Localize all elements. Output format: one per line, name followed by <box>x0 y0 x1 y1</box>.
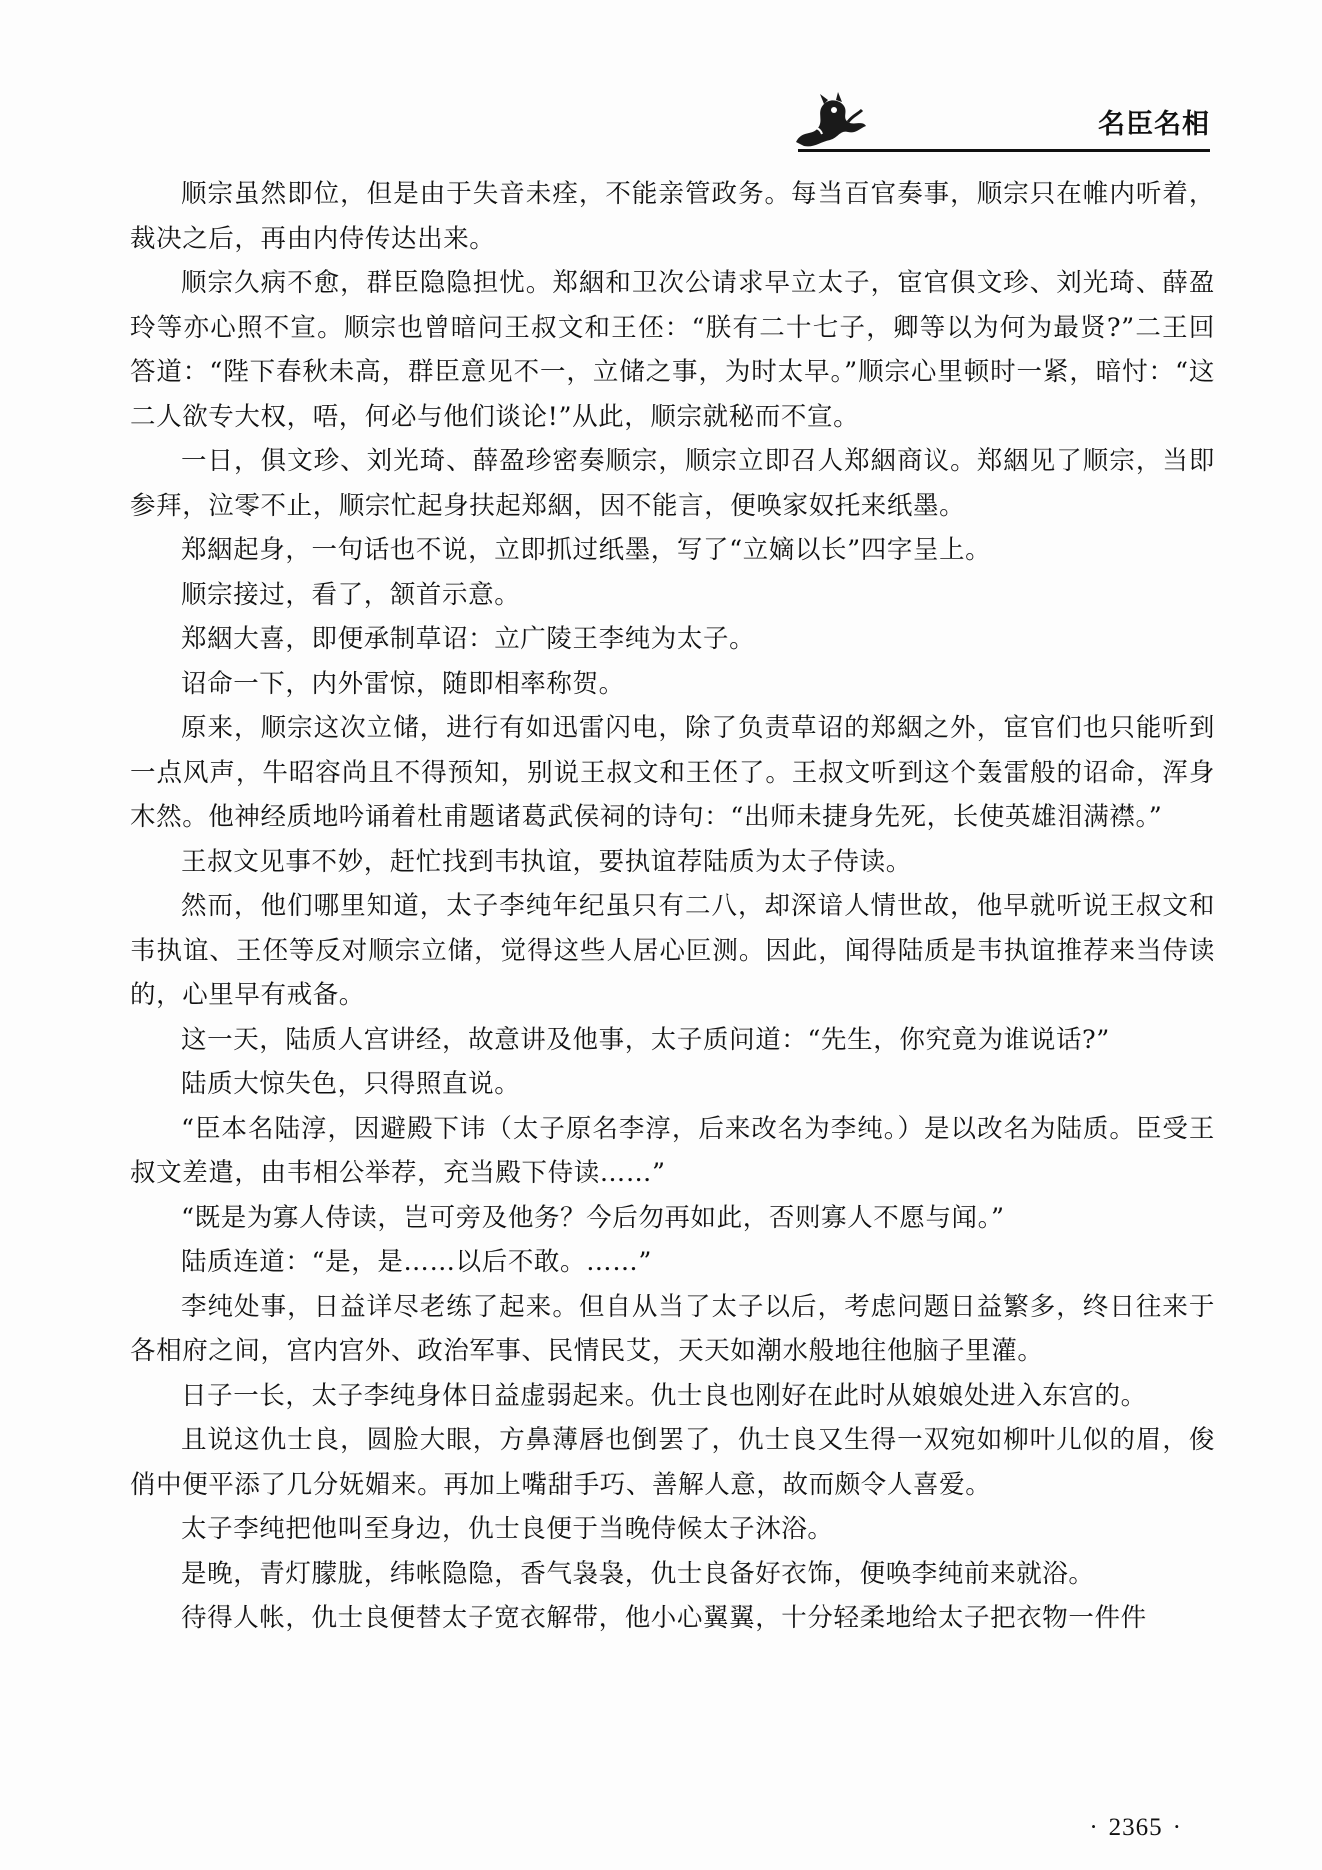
dragon-emblem-icon <box>790 90 870 154</box>
paragraph: 郑絪大喜，即便承制草诏：立广陵王李纯为太子。 <box>181 624 756 654</box>
header-rule <box>798 149 1210 152</box>
paragraph: 顺宗久病不愈，群臣隐隐担忧。郑絪和卫次公请求早立太子，宦官俱文珍、刘光琦、薛盈玲等亦心照不宣。顺宗也曾暗问王叔文和王伾：“朕有二十七子，卿等以为何为最贤?”二王回答道：“陛下春秋未高，群臣意见不一，立储之事，为时太早。”顺宗心里顿时一紧，暗忖：“这二人欲专大权，唔，何必与他们谈论!”从此，顺宗就秘而不宣。 <box>130 268 1215 432</box>
paragraph: 原来，顺宗这次立储，进行有如迅雷闪电，除了负责草诏的郑絪之外，宦官们也只能听到一点风声，牛昭容尚且不得预知，别说王叔文和王伾了。王叔文听到这个轰雷般的诏命，浑身木然。他神经质地吟诵着杜甫题诸葛武侯祠的诗句：“出师未捷身先死，长使英雄泪满襟。” <box>130 713 1215 832</box>
paragraph: 一日，俱文珍、刘光琦、薛盈珍密奏顺宗，顺宗立即召人郑絪商议。郑絪见了顺宗，当即参拜，泣零不止，顺宗忙起身扶起郑絪，因不能言，便唤家奴托来纸墨。 <box>130 446 1215 521</box>
paragraph: “既是为寡人侍读，岂可旁及他务？今后勿再如此，否则寡人不愿与闻。” <box>181 1202 1005 1233</box>
paragraph: 郑絪起身，一句话也不说，立即抓过纸墨，写了“立嫡以长”四字呈上。 <box>181 535 992 565</box>
paragraph: 然而，他们哪里知道，太子李纯年纪虽只有二八，却深谙人情世故，他早就听说王叔文和韦执谊、王伾等反对顺宗立储，觉得这些人居心叵测。因此，闻得陆质是韦执谊推荐来当侍读的，心里早有戒备。 <box>130 891 1215 1010</box>
page-number <box>1079 1814 1192 1842</box>
paragraph: 诏命一下，内外雷惊，随即相率称贺。 <box>181 668 625 699</box>
running-header <box>790 88 1210 158</box>
paragraph: 王叔文见事不妙，赶忙找到韦执谊，要执谊荐陆质为太子侍读。 <box>181 846 912 877</box>
paragraph: 日子一长，太子李纯身体日益虚弱起来。仇士良也刚好在此时从娘娘处进入东宫的。 <box>181 1380 1147 1411</box>
paragraph: 且说这仇士良，圆脸大眼，方鼻薄唇也倒罢了，仇士良又生得一双宛如柳叶儿似的眉，俊俏中便平添了几分妩媚来。再加上嘴甜手巧、善解人意，故而颇令人喜爱。 <box>130 1425 1215 1500</box>
paragraph: 李纯处事，日益详尽老练了起来。但自从当了太子以后，考虑问题日益繁多，终日往来于各相府之间，宫内宫外、政治军事、民情民艾，天天如潮水般地往他脑子里灌。 <box>130 1291 1215 1366</box>
paragraph: 陆质连道：“是，是……以后不敢。……” <box>181 1247 652 1277</box>
body-text <box>130 172 1215 1641</box>
folio-bullet-right: · <box>1172 1814 1182 1841</box>
paragraph: 待得人帐，仇士良便替太子宽衣解带，他小心翼翼，十分轻柔地给太子把衣物一件件 <box>181 1603 1147 1633</box>
paragraph: 太子李纯把他叫至身边，仇士良便于当晚侍候太子沐浴。 <box>181 1514 834 1544</box>
folio-bullet-left: · <box>1089 1814 1099 1841</box>
paragraph: 顺宗虽然即位，但是由于失音未痊，不能亲管政务。每当百官奏事，顺宗只在帷内听着，裁决之后，再由内侍传达出来。 <box>130 179 1215 254</box>
paragraph: “臣本名陆淳，因避殿下讳（太子原名李淳，后来改名为李纯。）是以改名为陆质。臣受王叔文差遣，由韦相公举荐，充当殿下侍读……” <box>130 1113 1215 1188</box>
paragraph: 顺宗接过，看了，颔首示意。 <box>181 579 521 610</box>
paragraph: 是晚，青灯朦胧，纬帐隐隐，香气袅袅，仇士良备好衣饰，便唤李纯前来就浴。 <box>181 1558 1095 1589</box>
paragraph: 这一天，陆质人宫讲经，故意讲及他事，太子质问道：“先生，你究竟为谁说话?” <box>181 1024 1110 1055</box>
paragraph: 陆质大惊失色，只得照直说。 <box>181 1069 521 1099</box>
page-number-value: 2365 <box>1108 1814 1163 1841</box>
section-title: 名臣名相 <box>1098 109 1210 140</box>
